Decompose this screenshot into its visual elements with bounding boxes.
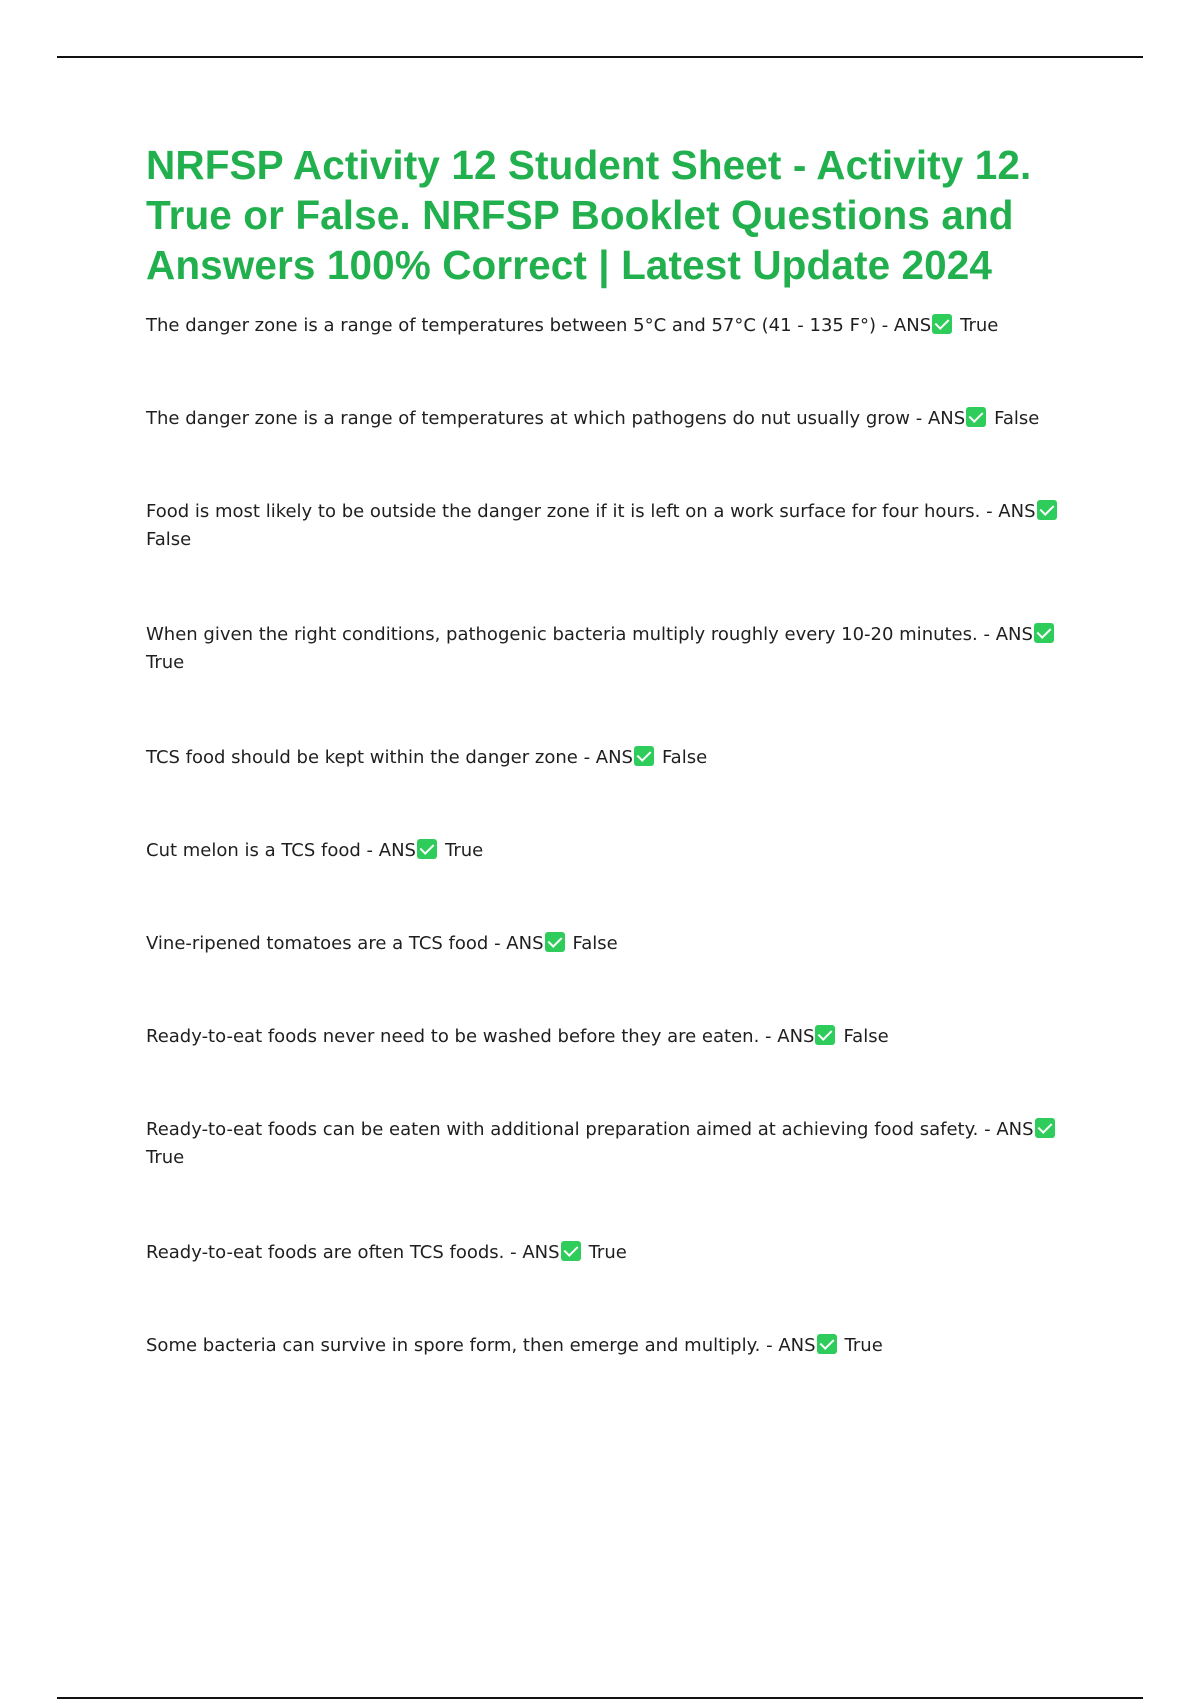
document-body [146, 140, 1076, 1425]
qa-item [146, 405, 1066, 433]
question-text: Food is most likely to be outside the danger zone if it is left on a work surface for four hours. [146, 501, 981, 522]
check-mark-icon [561, 1241, 581, 1261]
check-mark-icon [1037, 500, 1057, 520]
qa-item [146, 312, 1066, 340]
ans-label: - ANS [986, 501, 1036, 522]
question-text: Ready-to-eat foods can be eaten with additional preparation aimed at achieving food safety. [146, 1119, 979, 1140]
qa-item [146, 621, 1066, 677]
qa-item [146, 930, 1066, 958]
ans-label: - ANS [510, 1242, 560, 1263]
ans-label: - ANS [765, 1026, 815, 1047]
qa-list [146, 312, 1076, 1360]
answer-text: True [844, 1335, 883, 1356]
bottom-rule [57, 1697, 1143, 1699]
qa-item [146, 1116, 1066, 1172]
ans-label: - ANS [881, 315, 932, 336]
ans-label: - ANS [983, 624, 1033, 645]
document-title: NRFSP Activity 12 Student Sheet - Activity 12. True or False. NRFSP Booklet Questions and Answers 100% Correct | Latest Update 2024 [146, 142, 1032, 288]
answer-text: True [588, 1242, 627, 1263]
question-text: TCS food should be kept within the danger zone [146, 747, 578, 768]
ans-label: - ANS [984, 1119, 1034, 1140]
ans-label: - ANS [494, 933, 544, 954]
qa-item [146, 837, 1066, 865]
check-mark-icon [545, 932, 565, 952]
check-mark-icon [634, 746, 654, 766]
check-mark-icon [417, 839, 437, 859]
question-text: Cut melon is a TCS food [146, 840, 361, 861]
answer-text: True [146, 1147, 185, 1168]
question-text: The danger zone is a range of temperatures at which pathogens do nut usually grow [146, 408, 911, 429]
check-mark-icon [817, 1334, 837, 1354]
question-text: When given the right conditions, pathogenic bacteria multiply roughly every 10-20 minutes. [146, 624, 978, 645]
answer-text: False [994, 408, 1040, 429]
top-rule [57, 56, 1143, 58]
ans-label: - ANS [366, 840, 416, 861]
answer-text: True [960, 315, 999, 336]
answer-text: True [444, 840, 484, 861]
question-text: Ready-to-eat foods are often TCS foods. [146, 1242, 505, 1263]
check-mark-icon [966, 407, 986, 427]
qa-item [146, 744, 1066, 772]
answer-text: False [572, 933, 618, 954]
ans-label: - ANS [915, 408, 966, 429]
qa-item [146, 498, 1066, 554]
check-mark-icon [1035, 1118, 1055, 1138]
question-text: Ready-to-eat foods never need to be washed before they are eaten. [146, 1026, 760, 1047]
check-mark-icon [932, 314, 952, 334]
question-text: Some bacteria can survive in spore form, then emerge and multiply. [146, 1335, 761, 1356]
answer-text: True [146, 652, 185, 673]
answer-text: False [843, 1026, 889, 1047]
answer-text: False [146, 529, 192, 550]
answer-text: False [661, 747, 708, 768]
check-mark-icon [1034, 623, 1054, 643]
qa-item [146, 1239, 1066, 1267]
question-text: Vine-ripened tomatoes are a TCS food [146, 933, 489, 954]
ans-label: - ANS [766, 1335, 816, 1356]
qa-item [146, 1332, 1066, 1360]
question-text: The danger zone is a range of temperatures between 5°C and 57°C (41 - 135 F°) [146, 315, 876, 336]
check-mark-icon [815, 1025, 835, 1045]
qa-item [146, 1023, 1066, 1051]
ans-label: - ANS [583, 747, 633, 768]
